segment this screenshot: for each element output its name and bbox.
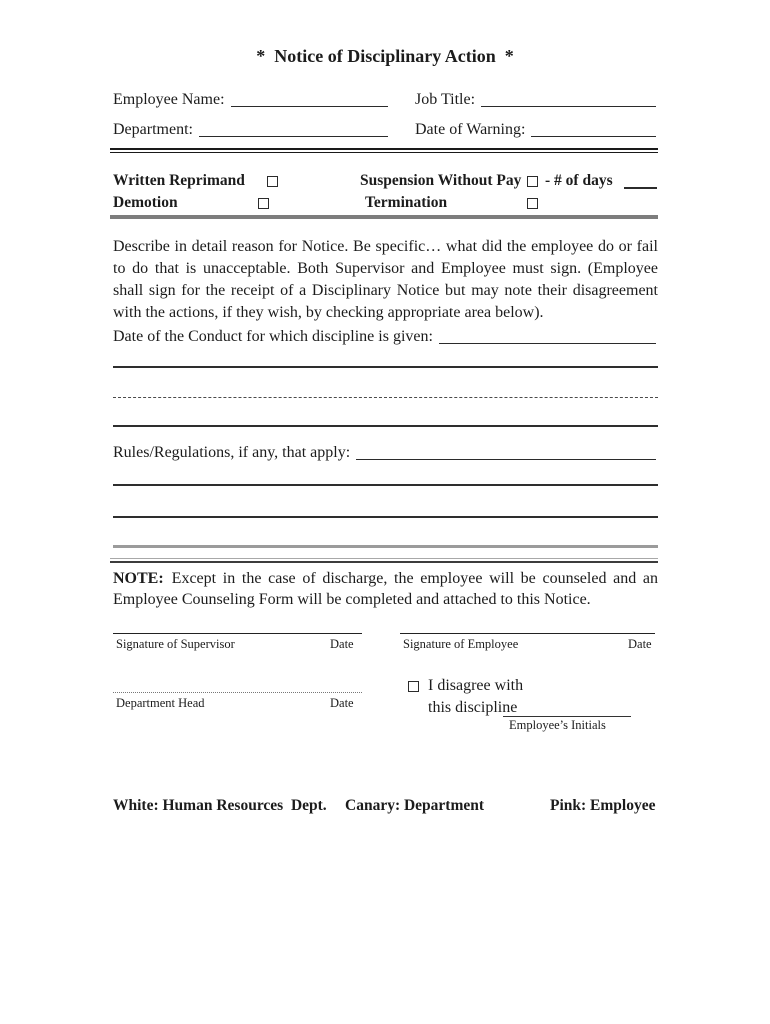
white-copy-label: White: Human Resources Dept.: [113, 797, 327, 814]
job-title-field-line[interactable]: [481, 90, 656, 107]
department-label: Department:: [113, 121, 193, 138]
supervisor-signature-label: Signature of Supervisor: [116, 637, 235, 651]
employee-name-label: Employee Name:: [113, 91, 225, 108]
employee-signature-label: Signature of Employee: [403, 637, 519, 651]
header-row-2: [113, 120, 658, 140]
termination-label: Termination: [365, 194, 448, 211]
suspension-label: Suspension Without Pay: [360, 172, 522, 189]
written-reprimand-checkbox-icon[interactable]: [267, 176, 278, 187]
employee-signature-line[interactable]: [400, 633, 655, 634]
date-of-conduct-field-line[interactable]: [439, 327, 656, 344]
department-head-signature-line[interactable]: [113, 692, 362, 693]
days-field-line[interactable]: [624, 172, 657, 189]
writing-line-4[interactable]: [113, 484, 658, 486]
thick-gray-rule: [110, 215, 658, 219]
disagree-checkbox-icon[interactable]: [408, 681, 419, 692]
writing-line-2-dashed[interactable]: [113, 397, 658, 398]
department-field-line[interactable]: [199, 120, 388, 137]
termination-checkbox-icon[interactable]: [527, 198, 538, 209]
note-label: NOTE:: [113, 570, 164, 587]
action-row-1: [113, 172, 658, 193]
employee-initials-line[interactable]: [503, 716, 631, 717]
employee-date-label: Date: [628, 637, 652, 651]
rules-field-line[interactable]: [356, 443, 656, 460]
days-label: - # of days: [545, 172, 613, 189]
date-of-warning-field-line[interactable]: [531, 120, 656, 137]
note-text: Except in the case of discharge, the employee will be counseled and an Employee Counseling Form will be completed and attached to this Notice.: [113, 570, 658, 608]
double-rule-top: [110, 148, 658, 153]
writing-line-6-gray[interactable]: [113, 545, 658, 548]
canary-copy-label: Canary: Department: [345, 797, 485, 814]
written-reprimand-label: Written Reprimand: [113, 172, 245, 189]
signature-section: [113, 620, 658, 750]
double-rule-note: [110, 558, 658, 563]
date-of-conduct-row: [113, 327, 658, 347]
writing-line-3[interactable]: [113, 425, 658, 427]
date-of-conduct-label: Date of the Conduct for which discipline is given:: [113, 328, 433, 345]
department-head-date-label: Date: [330, 696, 354, 710]
supervisor-signature-line[interactable]: [113, 633, 362, 634]
disagree-text-line1: I disagree with: [428, 677, 524, 694]
employee-initials-label: Employee’s Initials: [509, 718, 606, 732]
page-title: * Notice of Disciplinary Action *: [256, 46, 514, 66]
pink-copy-label: Pink: Employee: [550, 797, 656, 814]
describe-instructions: Describe in detail reason for Notice. Be specific… what did the employee do or fail to do that is unacceptable. Both Supervisor and Employee must sign. (Employee shall sign for the receipt of a Disciplinary Notice but may note their disagreement with the actions, if they wish, by checking appropriate area below).: [113, 238, 658, 321]
disagree-text-line2: this discipline: [428, 699, 518, 716]
employee-name-field-line[interactable]: [231, 90, 388, 107]
supervisor-date-label: Date: [330, 637, 354, 651]
date-of-warning-label: Date of Warning:: [415, 121, 526, 138]
copy-distribution-footer: [113, 797, 658, 817]
note-paragraph: [113, 568, 658, 610]
job-title-label: Job Title:: [415, 91, 476, 108]
action-row-2: [113, 194, 658, 215]
header-row-1: [113, 90, 658, 110]
demotion-checkbox-icon[interactable]: [258, 198, 269, 209]
suspension-checkbox-icon[interactable]: [527, 176, 538, 187]
writing-line-5[interactable]: [113, 516, 658, 518]
department-head-label: Department Head: [116, 696, 205, 710]
writing-line-1[interactable]: [113, 366, 658, 368]
rules-row: [113, 443, 658, 463]
rules-label: Rules/Regulations, if any, that apply:: [113, 444, 351, 461]
demotion-label: Demotion: [113, 194, 178, 211]
